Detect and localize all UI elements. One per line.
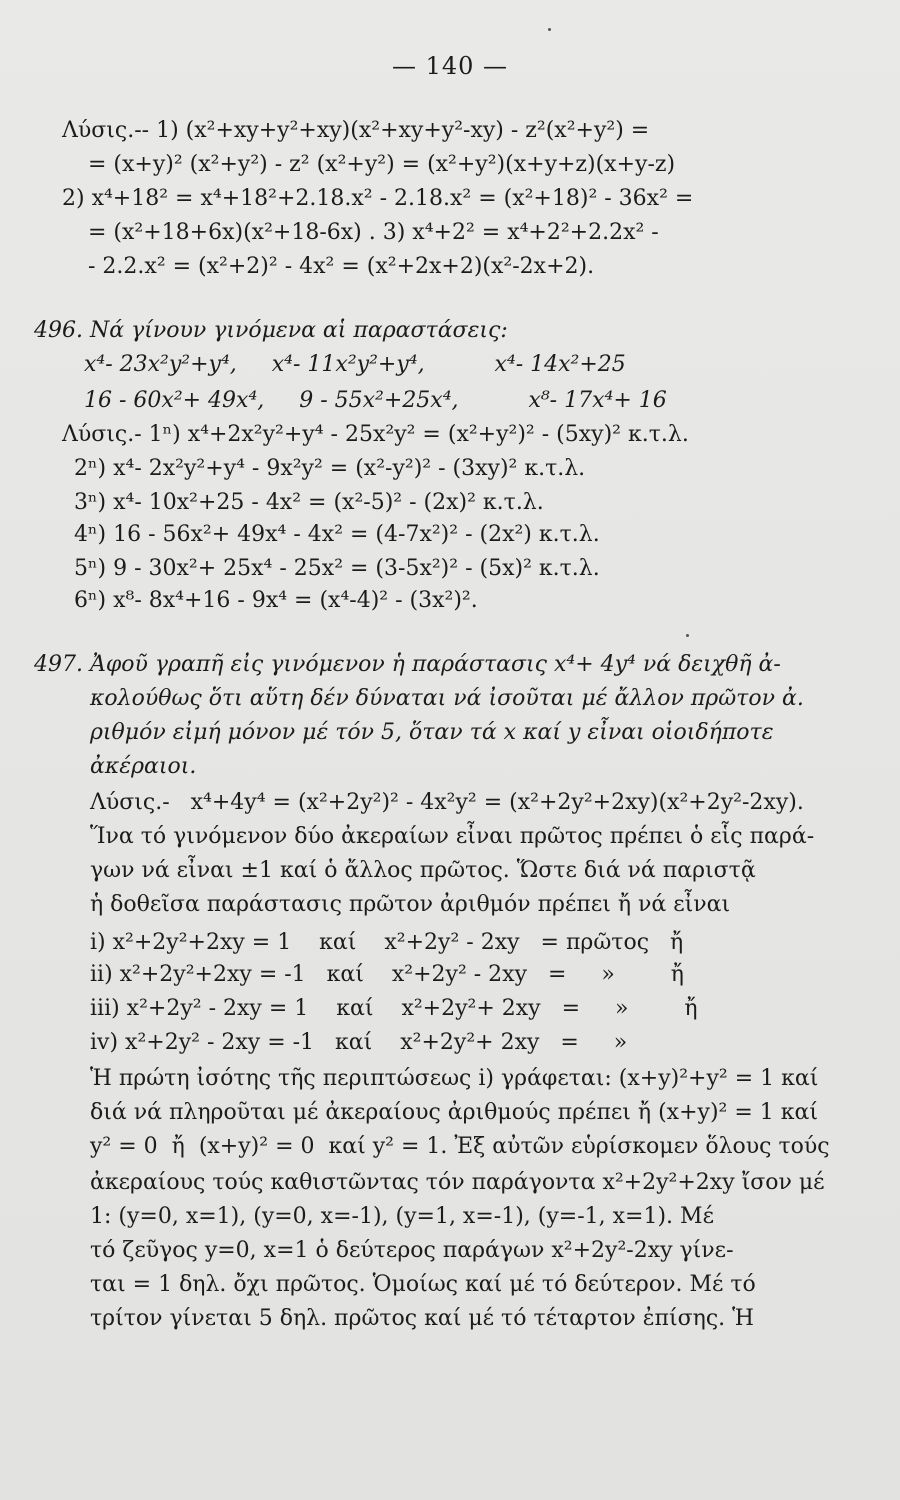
text-line: Ἡ πρώτη ἰσότης τῆς περιπτώσεως i) γράφεται: (x+y)²+y² = 1 καί [90, 1066, 819, 1091]
paper-speck [686, 634, 689, 637]
text-line: ριθμόν εἰμή μόνον μέ τόν 5, ὅταν τά x καί y εἶναι οἱοιδήποτε [90, 720, 774, 745]
text-line: i) x²+2y²+2xy = 1 καί x²+2y² - 2xy = πρῶτος ἤ [90, 930, 684, 955]
text-line: 3ⁿ) x⁴- 10x²+25 - 4x² = (x²-5)² - (2x)² κ.τ.λ. [74, 490, 544, 515]
page-number: — 140 — [391, 52, 509, 80]
text-line: 16 - 60x²+ 49x⁴, 9 - 55x²+25x⁴, x⁸- 17x⁴+ 16 [84, 388, 667, 413]
text-line: τρίτον γίνεται 5 δηλ. πρῶτος καί μέ τό τέταρτον ἐπίσης. Ἡ [90, 1306, 754, 1331]
text-line: Λύσις.- 1ⁿ) x⁴+2x²y²+y⁴ - 25x²y² = (x²+y²)² - (5xy)² κ.τ.λ. [62, 422, 689, 447]
text-line: - 2.2.x² = (x²+2)² - 4x² = (x²+2x+2)(x²-2x+2). [88, 254, 595, 279]
text-line: τό ζεῦγος y=0, x=1 ὁ δεύτερος παράγων x²+2y²-2xy γίνε- [90, 1238, 734, 1263]
problem-496-heading: 496. Νά γίνουν γινόμενα αἱ παραστάσεις: [34, 318, 508, 343]
text-line: = (x²+18+6x)(x²+18-6x) . 3) x⁴+2² = x⁴+2²+2.2x² - [88, 220, 659, 245]
text-line: Λύσις.- x⁴+4y⁴ = (x²+2y²)² - 4x²y² = (x²+2y²+2xy)(x²+2y²-2xy). [90, 790, 804, 815]
text-line: = (x+y)² (x²+y²) - z² (x²+y²) = (x²+y²)(x+y+z)(x+y-z) [88, 152, 676, 177]
text-line: 1: (y=0, x=1), (y=0, x=-1), (y=1, x=-1), (y=-1, x=1). Μέ [90, 1204, 714, 1229]
text-line: 4ⁿ) 16 - 56x²+ 49x⁴ - 4x² = (4-7x²)² - (2x²) κ.τ.λ. [74, 522, 600, 547]
text-line: ἀκέραιοι. [90, 754, 197, 779]
paper-speck [548, 28, 551, 31]
text-line: γων νά εἶναι ±1 καί ὁ ἄλλος πρῶτος. Ὥστε διά νά παριστᾷ [90, 858, 756, 883]
text-line: 2ⁿ) x⁴- 2x²y²+y⁴ - 9x²y² = (x²-y²)² - (3xy)² κ.τ.λ. [74, 456, 586, 481]
text-line: x⁴- 23x²y²+y⁴, x⁴- 11x²y²+y⁴, x⁴- 14x²+25 [84, 352, 626, 377]
text-line: Ἵνα τό γινόμενον δύο ἀκεραίων εἶναι πρῶτος πρέπει ὁ εἷς παρά- [90, 824, 815, 849]
text-line: Λύσις.-- 1) (x²+xy+y²+xy)(x²+xy+y²-xy) - z²(x²+y²) = [62, 118, 650, 143]
text-line: 5ⁿ) 9 - 30x²+ 25x⁴ - 25x² = (3-5x²)² - (5x)² κ.τ.λ. [74, 556, 600, 581]
text-line: διά νά πληροῦται μέ ἀκεραίους ἀριθμούς πρέπει ἤ (x+y)² = 1 καί [90, 1100, 818, 1125]
text-line: iii) x²+2y² - 2xy = 1 καί x²+2y²+ 2xy = » ἤ [90, 996, 698, 1021]
text-line: ii) x²+2y²+2xy = -1 καί x²+2y² - 2xy = » ἤ [90, 962, 684, 987]
text-line: y² = 0 ἤ (x+y)² = 0 καί y² = 1. Ἐξ αὐτῶν εὑρίσκομεν ὅλους τούς [90, 1134, 830, 1159]
problem-497-heading: 497. Ἀφοῦ γραπῆ εἰς γινόμενον ἡ παράστασις x⁴+ 4y⁴ νά δειχθῆ ἀ- [34, 652, 781, 677]
text-line: ται = 1 δηλ. ὄχι πρῶτος. Ὁμοίως καί μέ τό δεύτερον. Μέ τό [90, 1272, 756, 1297]
text-line: ἡ δοθεῖσα παράστασις πρῶτον ἀριθμόν πρέπει ἤ νά εἶναι [90, 892, 731, 917]
text-line: κολούθως ὅτι αὕτη δέν δύναται νά ἰσοῦται μέ ἄλλον πρῶτον ἀ. [90, 686, 804, 711]
text-line: 2) x⁴+18² = x⁴+18²+2.18.x² - 2.18.x² = (x²+18)² - 36x² = [62, 186, 694, 211]
text-line: iv) x²+2y² - 2xy = -1 καί x²+2y²+ 2xy = » [90, 1030, 628, 1055]
text-line: 6ⁿ) x⁸- 8x⁴+16 - 9x⁴ = (x⁴-4)² - (3x²)². [74, 588, 478, 613]
text-line: ἀκεραίους τούς καθιστῶντας τόν παράγοντα x²+2y²+2xy ἴσον μέ [90, 1170, 825, 1195]
